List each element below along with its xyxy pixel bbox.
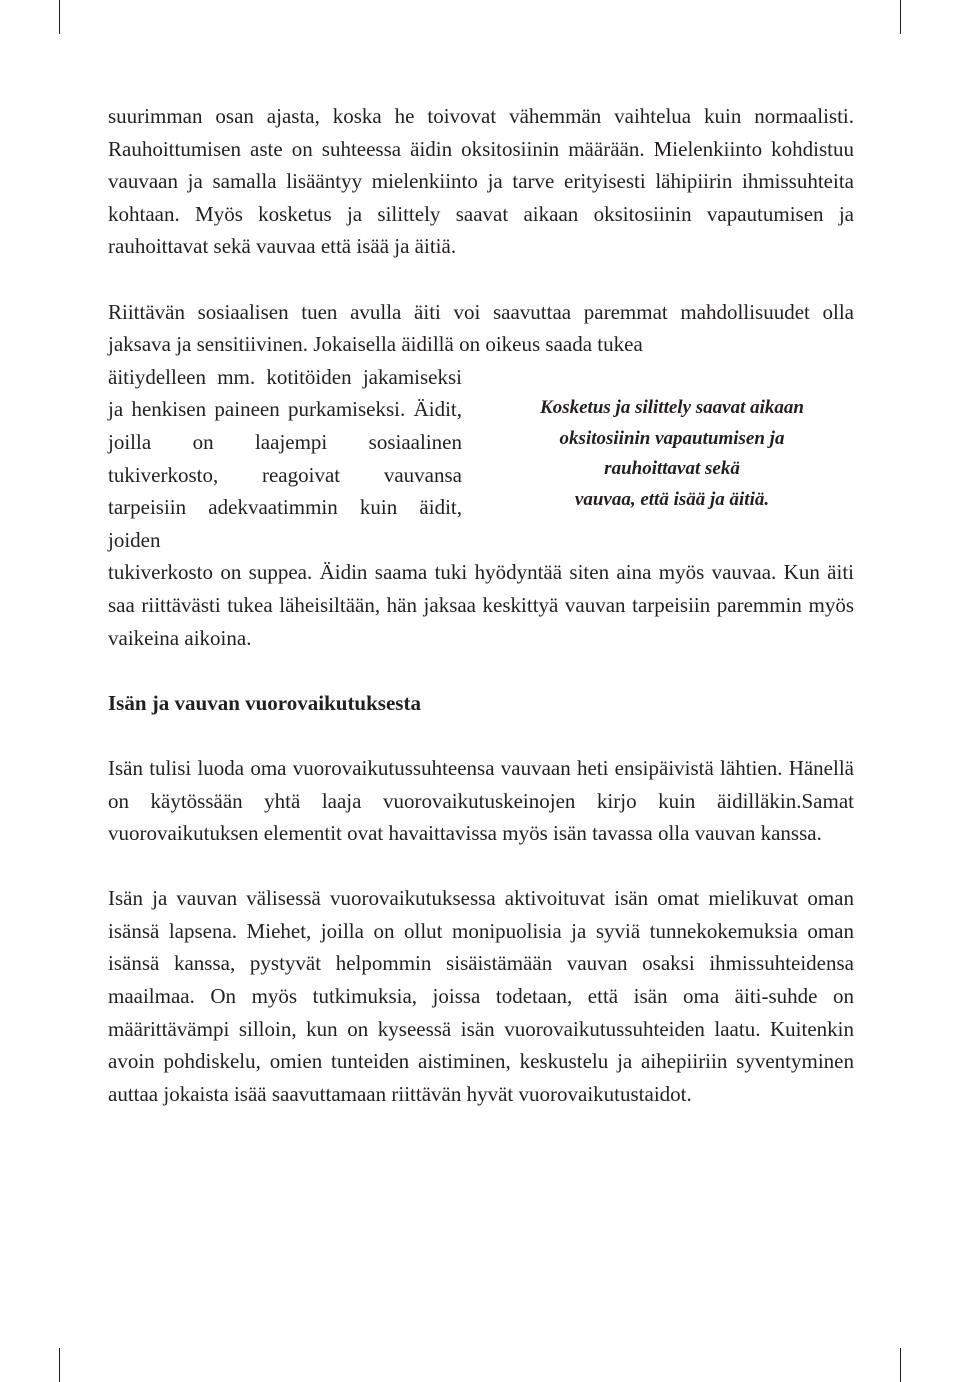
pull-quote (490, 393, 854, 515)
paragraph-2-intro: Riittävän sosiaalisen tuen avulla äiti voi saavuttaa paremmat mahdollisuudet olla jaksava ja sensitiivinen. Jokaisella äidillä on oikeus saada tukea (108, 299, 854, 357)
crop-mark-top-right (900, 0, 901, 34)
section-heading: Isän ja vauvan vuorovaikutuksesta (108, 690, 421, 715)
crop-mark-top-left (59, 0, 60, 34)
paragraph-1: suurimman osan ajasta, koska he toivovat vähemmän vaihtelua kuin normaalisti. Rauhoittumisen aste on suhteessa äidin oksitosiinin määrään. Mielenkiinto kohdistuu vauvaan ja samalla lisääntyy mielenkiinto ja tarve erityisesti lähipiirin ihmissuhteita kohtaan. Myös kosketus ja silittely saavat aikaan oksitosiinin vapautumisen ja rauhoittavat sekä vauvaa että isää ja äitiä. (108, 104, 854, 259)
crop-mark-bottom-right (900, 1348, 901, 1382)
text-wrap-block (108, 361, 854, 557)
pull-quote-line: Kosketus ja silittely saavat aikaan (540, 397, 804, 419)
paragraph-2-rest: tukiverkosto on suppea. Äidin saama tuki hyödyntää siten aina myös vauvaa. Kun äiti saa riittävästi tukea läheisiltään, hän jaksaa keskittyä vauvan tarpeisiin paremmin myös vaikeina aikoina. (108, 560, 854, 650)
pull-quote-line: rauhoittavat sekä (604, 458, 740, 480)
paragraph-4: Isän ja vauvan välisessä vuorovaikutuksessa aktivoituvat isän omat mielikuvat oman isänsä lapsena. Miehet, joilla on ollut monipuolisia ja syviä tunnekokemuksia oman isänsä kanssa, pystyvät helpommin sisäistämään vauvan osaksi ihmissuhteidensa maailmaa. On myös tutkimuksia, joissa todetaan, että isän oma äiti-suhde on määrittävämpi silloin, kun on kyseessä isän vuorovaikutussuhteiden laatu. Kuitenkin avoin pohdiskelu, omien tunteiden aistiminen, keskustelu ja aihepiiriin syventyminen auttaa jokaista isää saavuttamaan riittävän hyvät vuorovaikutustaidot. (108, 886, 854, 1106)
paragraph-3: Isän tulisi luoda oma vuorovaikutussuhteensa vauvaan heti ensipäivistä lähtien. Hänellä on käytössään yhtä laaja vuorovaikutuskeinojen kirjo kuin äidilläkin.Samat vuorovaikutuksen elementit ovat havaittavissa myös isän tavassa olla vauvan kanssa. (108, 755, 854, 846)
crop-mark-bottom-left (59, 1348, 60, 1382)
pull-quote-line: vauvaa, että isää ja äitiä. (574, 488, 770, 510)
page-content (108, 100, 854, 1110)
pull-quote-line: oksitosiinin vapautumisen ja (559, 427, 785, 449)
paragraph-2-wrapped: äitiydelleen mm. kotitöiden jakamiseksi ja henkisen paineen purkamiseksi. Äidit, joilla on laajempi sosiaalinen tukiverkosto, reagoivat vauvansa tarpeisiin adekvaatimmin kuin äidit, joiden (108, 364, 462, 552)
